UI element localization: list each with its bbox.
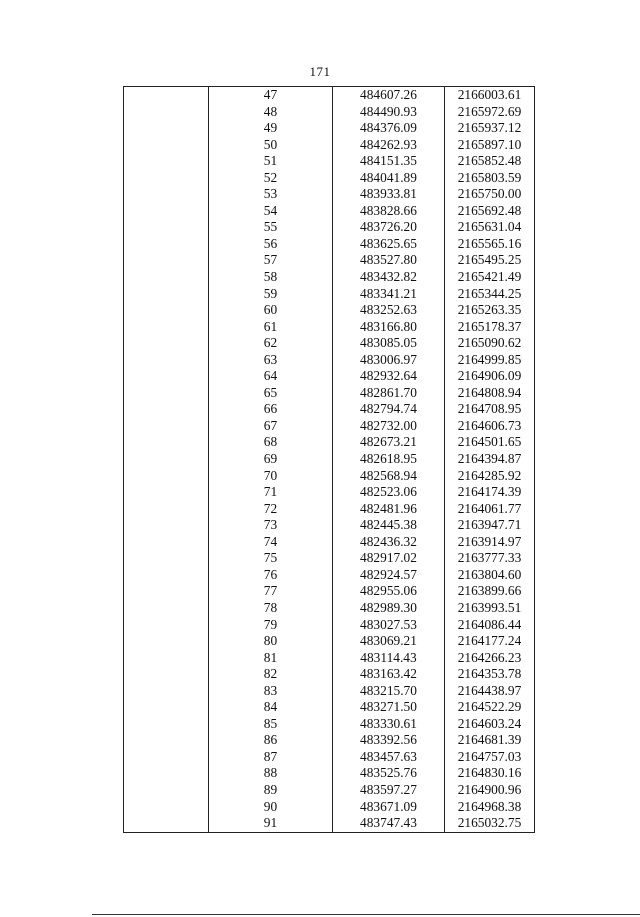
y-coordinate-cell: 2165692.48: [445, 203, 535, 220]
empty-cell: [124, 219, 209, 236]
empty-cell: [124, 87, 209, 104]
empty-cell: [124, 550, 209, 567]
y-coordinate-cell: 2164830.16: [445, 765, 535, 782]
y-coordinate-cell: 2165750.00: [445, 186, 535, 203]
table-row: [124, 815, 535, 832]
table-row: [124, 236, 535, 253]
point-number-cell: 75: [209, 550, 333, 567]
table-row: [124, 567, 535, 584]
x-coordinate-cell: 483828.66: [333, 203, 445, 220]
x-coordinate-cell: 482861.70: [333, 385, 445, 402]
empty-cell: [124, 104, 209, 121]
table-row: [124, 782, 535, 799]
x-coordinate-cell: 483252.63: [333, 302, 445, 319]
y-coordinate-cell: 2166003.61: [445, 87, 535, 104]
point-number-cell: 48: [209, 104, 333, 121]
empty-cell: [124, 203, 209, 220]
y-coordinate-cell: 2164501.65: [445, 434, 535, 451]
table-row: [124, 153, 535, 170]
table-row: [124, 633, 535, 650]
table-row: [124, 716, 535, 733]
x-coordinate-cell: 482924.57: [333, 567, 445, 584]
x-coordinate-cell: 482989.30: [333, 600, 445, 617]
table-row: [124, 186, 535, 203]
table-row: [124, 252, 535, 269]
empty-cell: [124, 137, 209, 154]
empty-cell: [124, 302, 209, 319]
empty-cell: [124, 567, 209, 584]
table-row: [124, 617, 535, 634]
table-row: [124, 104, 535, 121]
x-coordinate-cell: 484151.35: [333, 153, 445, 170]
y-coordinate-cell: 2164603.24: [445, 716, 535, 733]
y-coordinate-cell: 2165972.69: [445, 104, 535, 121]
table-row: [124, 468, 535, 485]
empty-cell: [124, 352, 209, 369]
empty-cell: [124, 617, 209, 634]
y-coordinate-cell: 2164522.29: [445, 699, 535, 716]
x-coordinate-cell: 482481.96: [333, 501, 445, 518]
y-coordinate-cell: 2165178.37: [445, 319, 535, 336]
table-row: [124, 219, 535, 236]
y-coordinate-cell: 2165803.59: [445, 170, 535, 187]
point-number-cell: 69: [209, 451, 333, 468]
point-number-cell: 82: [209, 666, 333, 683]
table-row: [124, 302, 535, 319]
point-number-cell: 56: [209, 236, 333, 253]
y-coordinate-cell: 2164968.38: [445, 799, 535, 816]
point-number-cell: 76: [209, 567, 333, 584]
table-row: [124, 517, 535, 534]
table-row: [124, 699, 535, 716]
x-coordinate-cell: 483027.53: [333, 617, 445, 634]
empty-cell: [124, 583, 209, 600]
y-coordinate-cell: 2164394.87: [445, 451, 535, 468]
table-row: [124, 666, 535, 683]
table-row: [124, 501, 535, 518]
empty-cell: [124, 799, 209, 816]
x-coordinate-cell: 482794.74: [333, 401, 445, 418]
point-number-cell: 67: [209, 418, 333, 435]
x-coordinate-cell: 483432.82: [333, 269, 445, 286]
y-coordinate-cell: 2163993.51: [445, 600, 535, 617]
table-row: [124, 120, 535, 137]
x-coordinate-cell: 483271.50: [333, 699, 445, 716]
point-number-cell: 61: [209, 319, 333, 336]
y-coordinate-cell: 2164999.85: [445, 352, 535, 369]
x-coordinate-cell: 483747.43: [333, 815, 445, 832]
table-row: [124, 335, 535, 352]
point-number-cell: 88: [209, 765, 333, 782]
table-row: [124, 434, 535, 451]
table-row: [124, 269, 535, 286]
point-number-cell: 74: [209, 534, 333, 551]
point-number-cell: 70: [209, 468, 333, 485]
table-row: [124, 137, 535, 154]
x-coordinate-cell: 482917.02: [333, 550, 445, 567]
y-coordinate-cell: 2164900.96: [445, 782, 535, 799]
y-coordinate-cell: 2163777.33: [445, 550, 535, 567]
point-number-cell: 90: [209, 799, 333, 816]
x-coordinate-cell: 483341.21: [333, 286, 445, 303]
empty-cell: [124, 236, 209, 253]
point-number-cell: 79: [209, 617, 333, 634]
table-row: [124, 170, 535, 187]
empty-cell: [124, 418, 209, 435]
point-number-cell: 66: [209, 401, 333, 418]
table-row: [124, 203, 535, 220]
table-row: [124, 650, 535, 667]
empty-cell: [124, 401, 209, 418]
point-number-cell: 49: [209, 120, 333, 137]
table-row: [124, 451, 535, 468]
x-coordinate-cell: 483525.76: [333, 765, 445, 782]
empty-cell: [124, 749, 209, 766]
empty-cell: [124, 434, 209, 451]
x-coordinate-cell: 484607.26: [333, 87, 445, 104]
point-number-cell: 85: [209, 716, 333, 733]
empty-cell: [124, 468, 209, 485]
x-coordinate-cell: 484490.93: [333, 104, 445, 121]
x-coordinate-cell: 483726.20: [333, 219, 445, 236]
y-coordinate-cell: 2164353.78: [445, 666, 535, 683]
x-coordinate-cell: 482436.32: [333, 534, 445, 551]
empty-cell: [124, 732, 209, 749]
table-row: [124, 683, 535, 700]
x-coordinate-cell: 483085.05: [333, 335, 445, 352]
x-coordinate-cell: 484376.09: [333, 120, 445, 137]
point-number-cell: 84: [209, 699, 333, 716]
point-number-cell: 87: [209, 749, 333, 766]
x-coordinate-cell: 482568.94: [333, 468, 445, 485]
point-number-cell: 55: [209, 219, 333, 236]
y-coordinate-cell: 2165263.35: [445, 302, 535, 319]
x-coordinate-cell: 483006.97: [333, 352, 445, 369]
table-row: [124, 600, 535, 617]
table-row: [124, 534, 535, 551]
y-coordinate-cell: 2163804.60: [445, 567, 535, 584]
point-number-cell: 71: [209, 484, 333, 501]
x-coordinate-cell: 483933.81: [333, 186, 445, 203]
table-row: [124, 418, 535, 435]
y-coordinate-cell: 2165421.49: [445, 269, 535, 286]
y-coordinate-cell: 2164266.23: [445, 650, 535, 667]
coordinates-table: [123, 86, 535, 833]
y-coordinate-cell: 2165565.16: [445, 236, 535, 253]
empty-cell: [124, 269, 209, 286]
y-coordinate-cell: 2164906.09: [445, 368, 535, 385]
point-number-cell: 91: [209, 815, 333, 832]
x-coordinate-cell: 483069.21: [333, 633, 445, 650]
table-row: [124, 87, 535, 104]
empty-cell: [124, 815, 209, 832]
empty-cell: [124, 765, 209, 782]
y-coordinate-cell: 2163914.97: [445, 534, 535, 551]
coordinates-table-body: [124, 87, 535, 833]
x-coordinate-cell: 483527.80: [333, 252, 445, 269]
point-number-cell: 57: [209, 252, 333, 269]
y-coordinate-cell: 2164285.92: [445, 468, 535, 485]
empty-cell: [124, 170, 209, 187]
empty-cell: [124, 451, 209, 468]
point-number-cell: 78: [209, 600, 333, 617]
table-row: [124, 352, 535, 369]
y-coordinate-cell: 2164174.39: [445, 484, 535, 501]
y-coordinate-cell: 2165937.12: [445, 120, 535, 137]
point-number-cell: 58: [209, 269, 333, 286]
table-row: [124, 765, 535, 782]
x-coordinate-cell: 483166.80: [333, 319, 445, 336]
point-number-cell: 86: [209, 732, 333, 749]
x-coordinate-cell: 483163.42: [333, 666, 445, 683]
point-number-cell: 47: [209, 87, 333, 104]
y-coordinate-cell: 2165631.04: [445, 219, 535, 236]
empty-cell: [124, 120, 209, 137]
table-row: [124, 732, 535, 749]
x-coordinate-cell: 482932.64: [333, 368, 445, 385]
table-row: [124, 799, 535, 816]
x-coordinate-cell: 483215.70: [333, 683, 445, 700]
point-number-cell: 89: [209, 782, 333, 799]
table-row: [124, 583, 535, 600]
y-coordinate-cell: 2164177.24: [445, 633, 535, 650]
x-coordinate-cell: 483114.43: [333, 650, 445, 667]
y-coordinate-cell: 2164757.03: [445, 749, 535, 766]
table-row: [124, 368, 535, 385]
empty-cell: [124, 716, 209, 733]
y-coordinate-cell: 2163947.71: [445, 517, 535, 534]
x-coordinate-cell: 484041.89: [333, 170, 445, 187]
empty-cell: [124, 153, 209, 170]
point-number-cell: 68: [209, 434, 333, 451]
bottom-rule: [92, 914, 640, 915]
empty-cell: [124, 782, 209, 799]
table-row: [124, 319, 535, 336]
x-coordinate-cell: 483625.65: [333, 236, 445, 253]
table-row: [124, 749, 535, 766]
y-coordinate-cell: 2164438.97: [445, 683, 535, 700]
empty-cell: [124, 501, 209, 518]
point-number-cell: 72: [209, 501, 333, 518]
x-coordinate-cell: 482523.06: [333, 484, 445, 501]
point-number-cell: 64: [209, 368, 333, 385]
table-row: [124, 385, 535, 402]
x-coordinate-cell: 482673.21: [333, 434, 445, 451]
x-coordinate-cell: 482732.00: [333, 418, 445, 435]
y-coordinate-cell: 2165897.10: [445, 137, 535, 154]
empty-cell: [124, 186, 209, 203]
point-number-cell: 62: [209, 335, 333, 352]
y-coordinate-cell: 2165344.25: [445, 286, 535, 303]
y-coordinate-cell: 2165090.62: [445, 335, 535, 352]
point-number-cell: 51: [209, 153, 333, 170]
point-number-cell: 53: [209, 186, 333, 203]
point-number-cell: 80: [209, 633, 333, 650]
point-number-cell: 65: [209, 385, 333, 402]
x-coordinate-cell: 482955.06: [333, 583, 445, 600]
x-coordinate-cell: 484262.93: [333, 137, 445, 154]
y-coordinate-cell: 2164606.73: [445, 418, 535, 435]
empty-cell: [124, 286, 209, 303]
y-coordinate-cell: 2164708.95: [445, 401, 535, 418]
y-coordinate-cell: 2164681.39: [445, 732, 535, 749]
point-number-cell: 54: [209, 203, 333, 220]
x-coordinate-cell: 483597.27: [333, 782, 445, 799]
table-row: [124, 286, 535, 303]
x-coordinate-cell: 483330.61: [333, 716, 445, 733]
point-number-cell: 81: [209, 650, 333, 667]
empty-cell: [124, 666, 209, 683]
page-number: 171: [309, 64, 331, 79]
empty-cell: [124, 484, 209, 501]
y-coordinate-cell: 2164808.94: [445, 385, 535, 402]
y-coordinate-cell: 2164086.44: [445, 617, 535, 634]
empty-cell: [124, 699, 209, 716]
point-number-cell: 60: [209, 302, 333, 319]
empty-cell: [124, 650, 209, 667]
y-coordinate-cell: 2163899.66: [445, 583, 535, 600]
empty-cell: [124, 534, 209, 551]
table-row: [124, 550, 535, 567]
point-number-cell: 52: [209, 170, 333, 187]
empty-cell: [124, 368, 209, 385]
empty-cell: [124, 633, 209, 650]
y-coordinate-cell: 2165852.48: [445, 153, 535, 170]
y-coordinate-cell: 2165495.25: [445, 252, 535, 269]
y-coordinate-cell: 2164061.77: [445, 501, 535, 518]
empty-cell: [124, 319, 209, 336]
x-coordinate-cell: 483392.56: [333, 732, 445, 749]
point-number-cell: 63: [209, 352, 333, 369]
y-coordinate-cell: 2165032.75: [445, 815, 535, 832]
point-number-cell: 83: [209, 683, 333, 700]
x-coordinate-cell: 482445.38: [333, 517, 445, 534]
empty-cell: [124, 335, 209, 352]
point-number-cell: 73: [209, 517, 333, 534]
empty-cell: [124, 517, 209, 534]
empty-cell: [124, 600, 209, 617]
x-coordinate-cell: 482618.95: [333, 451, 445, 468]
table-row: [124, 401, 535, 418]
point-number-cell: 77: [209, 583, 333, 600]
x-coordinate-cell: 483671.09: [333, 799, 445, 816]
empty-cell: [124, 385, 209, 402]
point-number-cell: 59: [209, 286, 333, 303]
empty-cell: [124, 252, 209, 269]
point-number-cell: 50: [209, 137, 333, 154]
x-coordinate-cell: 483457.63: [333, 749, 445, 766]
table-row: [124, 484, 535, 501]
empty-cell: [124, 683, 209, 700]
